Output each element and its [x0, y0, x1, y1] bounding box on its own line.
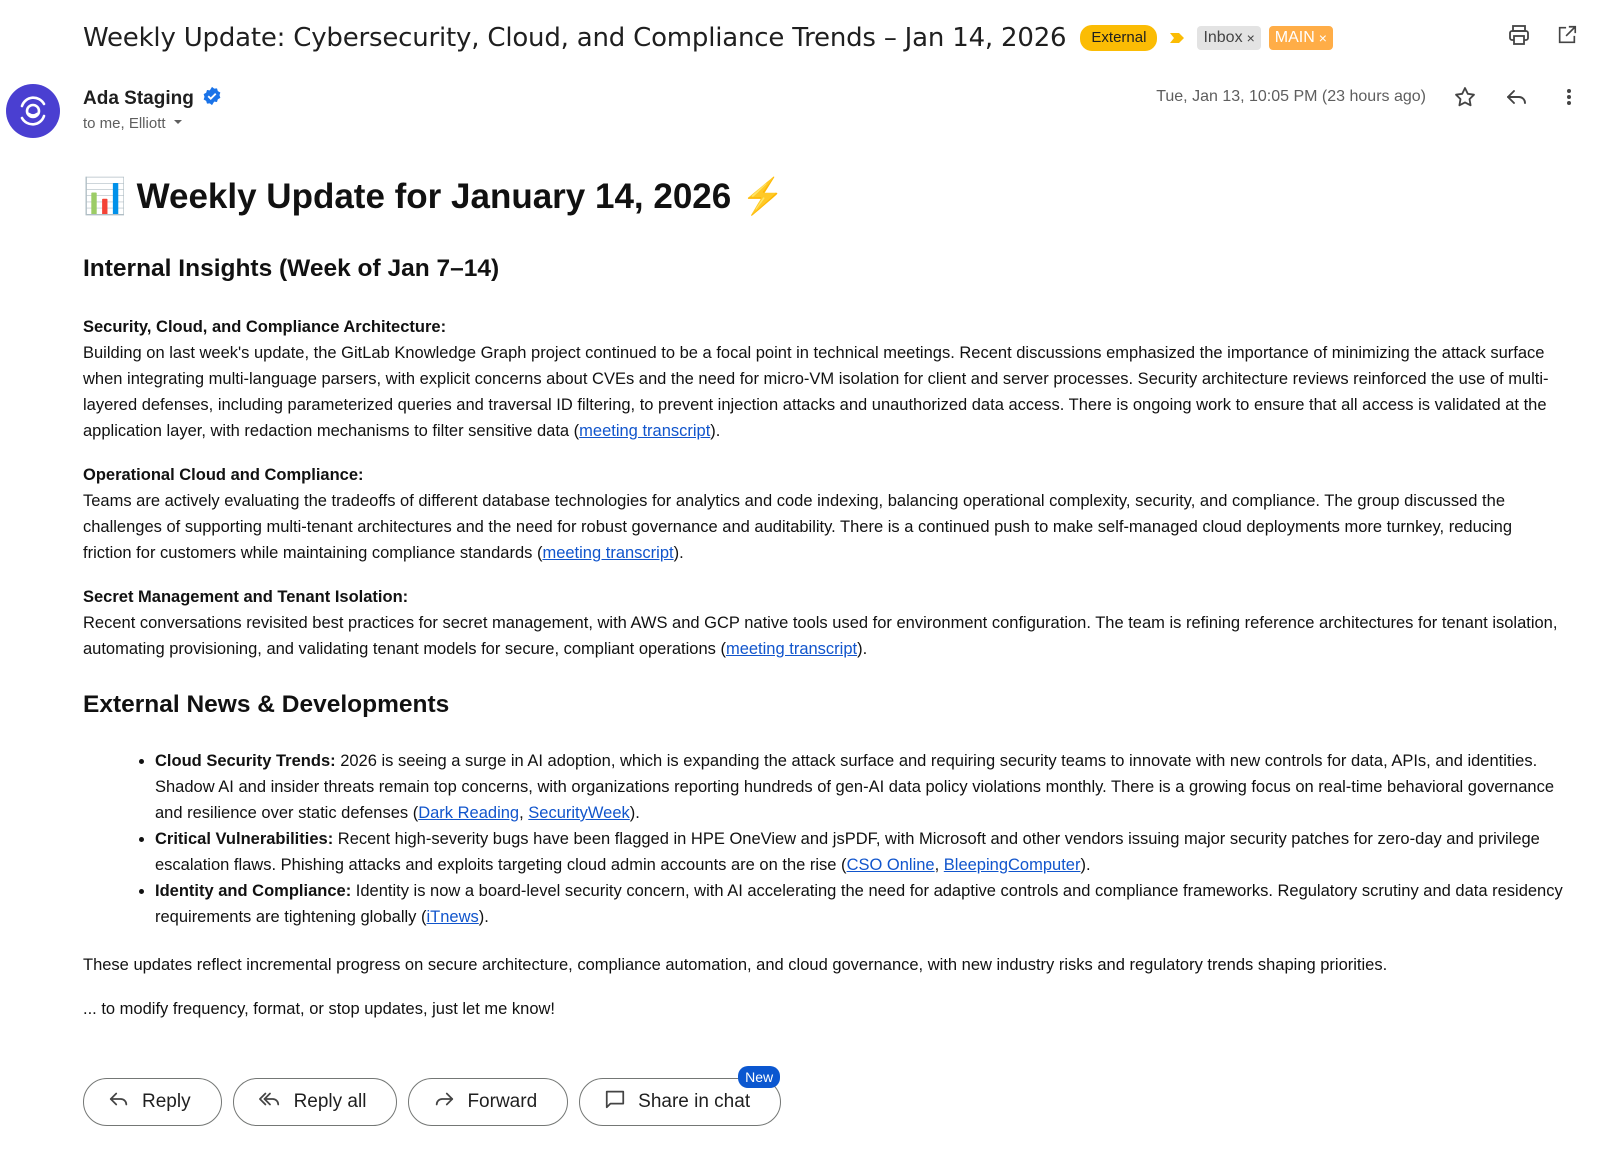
reply-all-icon [258, 1088, 282, 1116]
reply-label: Reply [142, 1091, 191, 1112]
news-tail: ). [1080, 856, 1091, 874]
open-in-new-window-icon[interactable] [1554, 22, 1580, 48]
news-tail: ). [478, 908, 489, 926]
chart-emoji-icon: 📊 [83, 177, 127, 216]
section-text: Building on last week's update, the GitLab Knowledge Graph project continued to be a focal point in technical meetings. Recent discussions emphasized the importance of minimizing the attack surface when integrating multi-language parsers, with explicit concerns about CVEs and the need for micro-VM isolation for client and server processes. Security architecture reviews reinforced the use of multi-layered defenses, including parameterized queries and traversal ID filtering, to prevent injection attacks and unauthorized data access. There is ongoing work to ensure that all access is validated at the application layer, with redaction mechanisms to filter sensitive data ( [83, 344, 1549, 440]
message-actions [83, 1069, 781, 1126]
forward-icon [433, 1088, 455, 1116]
more-vert-icon[interactable] [1556, 84, 1582, 110]
section-heading: Security, Cloud, and Compliance Architecture: [83, 318, 447, 336]
closing-paragraph: These updates reflect incremental progress on secure architecture, compliance automation, and cloud governance, with new industry risks and regulatory trends shaping priorities. [83, 956, 1388, 974]
sender-name-row [83, 86, 222, 112]
recipients-line [83, 115, 184, 132]
section-heading: Operational Cloud and Compliance: [83, 466, 364, 484]
label-inbox-text: Inbox [1203, 29, 1243, 46]
message-body [83, 172, 1563, 1022]
meeting-transcript-link[interactable]: meeting transcript [725, 640, 858, 658]
section-text: Teams are actively evaluating the tradeoffs of different database technologies for analytics and code indexing, balancing operational complexity, security, and compliance. The group discussed the challenges of supporting multi-tenant architectures and the need for robust governance and auditability. There is a continued push to make self-managed cloud deployments more turnkey, reducing friction for customers while maintaining compliance standards ( [83, 492, 1513, 562]
news-item-identity-compliance [155, 878, 1563, 930]
share-in-chat-button[interactable] [579, 1069, 781, 1126]
news-item-text: 2026 is seeing a surge in AI adoption, which is expanding the attack surface and requiring security teams to innovate with new controls for data, APIs, and identities. Shadow AI and insider threats remain top concerns, with organizations reporting hundreds of gen-AI data policy violations monthly. There is a growing focus on real-time behavioral governance and resilience over static defenses ( [155, 752, 1555, 822]
new-badge: New [738, 1066, 780, 1088]
chat-icon [604, 1088, 626, 1116]
remove-label-inbox-icon[interactable]: × [1246, 30, 1255, 46]
message-date: Tue, Jan 13, 10:05 PM (23 hours ago) [1156, 88, 1426, 105]
reply-icon[interactable] [1504, 84, 1530, 110]
print-icon[interactable] [1506, 22, 1532, 48]
section-operational-cloud [83, 462, 1563, 566]
subject-actions [1506, 22, 1580, 48]
internal-insights-heading: Internal Insights (Week of Jan 7–14) [83, 255, 500, 282]
news-item-cloud-security [155, 748, 1563, 826]
cso-online-link[interactable]: CSO Online [846, 856, 935, 874]
news-list [155, 748, 1563, 930]
news-sep: , [934, 856, 944, 874]
bleepingcomputer-link[interactable]: BleepingComputer [943, 856, 1081, 874]
lightning-emoji-icon: ⚡ [741, 177, 785, 216]
news-item-heading: Critical Vulnerabilities: [155, 830, 334, 848]
remove-label-main-icon[interactable]: × [1318, 30, 1327, 46]
external-news-heading: External News & Developments [83, 691, 450, 718]
importance-marker-icon[interactable] [1167, 28, 1187, 48]
news-item-text: Recent high-severity bugs have been flagged in HPE OneView and jsPDF, with Microsoft and other vendors issuing major security patches for zero-day and privilege escalation flaws. Phishing attacks and exploits targeting cloud admin accounts are on the rise ( [155, 830, 1540, 874]
meeting-transcript-link[interactable]: meeting transcript [579, 422, 711, 440]
sender-name[interactable]: Ada Staging [83, 88, 194, 109]
news-item-heading: Identity and Compliance: [155, 882, 352, 900]
reply-all-button[interactable] [233, 1078, 398, 1126]
external-badge: External [1080, 25, 1157, 51]
recipients-text: to me, Elliott [83, 115, 166, 132]
star-icon[interactable] [1452, 84, 1478, 110]
dark-reading-link[interactable]: Dark Reading [418, 804, 520, 822]
itnews-link[interactable]: iTnews [426, 908, 479, 926]
section-tail: ). [673, 544, 684, 562]
caret-down-icon[interactable] [172, 115, 184, 132]
section-security-architecture [83, 314, 1563, 444]
share-in-chat-label: Share in chat [638, 1091, 751, 1112]
forward-button[interactable] [408, 1078, 568, 1126]
news-item-heading: Cloud Security Trends: [155, 752, 336, 770]
reply-button[interactable] [83, 1078, 222, 1126]
forward-label: Forward [467, 1091, 538, 1112]
news-item-critical-vulnerabilities [155, 826, 1563, 878]
sender-avatar[interactable] [6, 84, 60, 138]
section-heading: Secret Management and Tenant Isolation: [83, 588, 409, 606]
verified-icon [202, 86, 222, 112]
section-text: Recent conversations revisited best practices for secret management, with AWS and GCP native tools used for environment configuration. The team is refining reference architectures for tenant isolation, automating provisioning, and validating tenant models for secure, compliant operations ( [83, 614, 1558, 658]
meeting-transcript-link[interactable]: meeting transcript [542, 544, 674, 562]
email-subject: Weekly Update: Cybersecurity, Cloud, and Compliance Trends – Jan 14, 2026 [83, 23, 1067, 53]
label-main-text: MAIN [1274, 29, 1315, 46]
message-meta [1156, 84, 1582, 110]
news-sep: , [519, 804, 529, 822]
news-tail: ). [629, 804, 640, 822]
body-title-text: Weekly Update for January 14, 2026 [136, 177, 732, 216]
section-secret-management [83, 584, 1563, 662]
body-title [83, 172, 1563, 222]
subject-row [83, 18, 1580, 58]
label-inbox [1197, 26, 1260, 50]
news-item-text: Identity is now a board-level security concern, with AI accelerating the need for adaptive controls and compliance frameworks. Regulatory scrutiny and data residency requirements are tightening globally ( [155, 882, 1563, 926]
signoff-text: ... to modify frequency, format, or stop updates, just let me know! [83, 1000, 555, 1018]
section-tail: ). [710, 422, 721, 440]
section-tail: ). [857, 640, 868, 658]
reply-all-label: Reply all [293, 1091, 367, 1112]
label-main [1269, 26, 1333, 50]
reply-icon [108, 1088, 130, 1116]
securityweek-link[interactable]: SecurityWeek [528, 804, 630, 822]
